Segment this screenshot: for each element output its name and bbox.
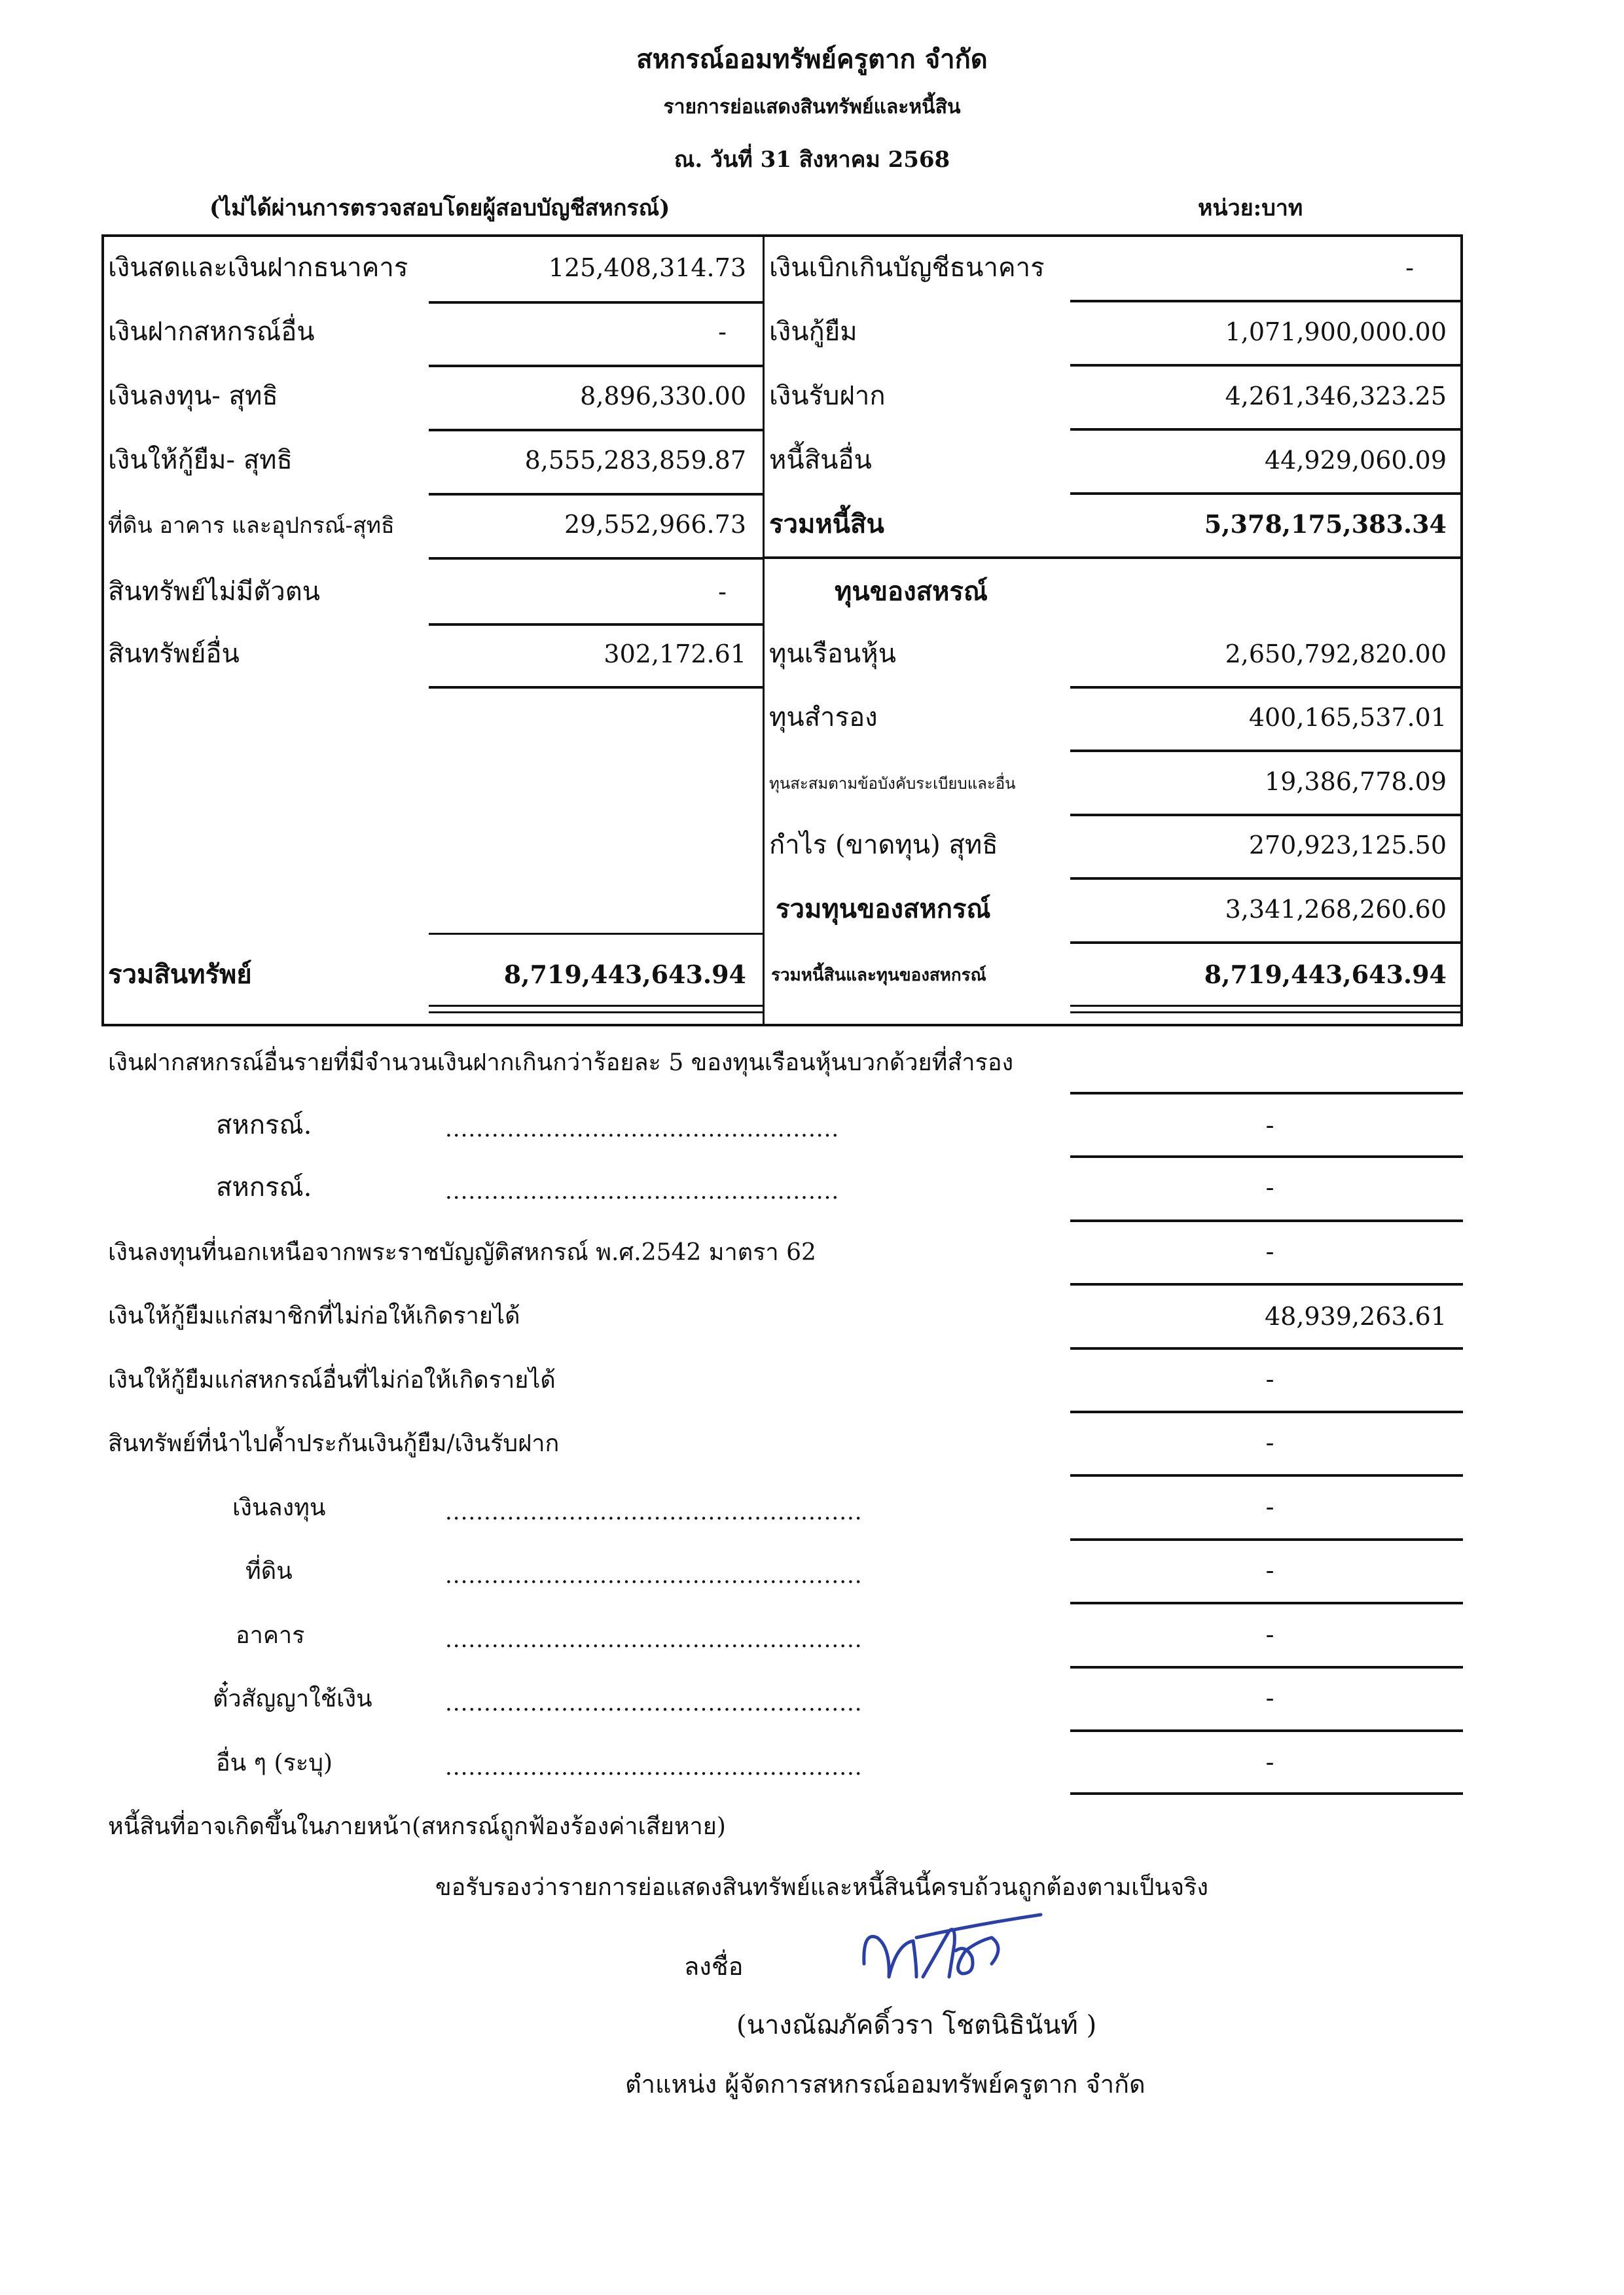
liability-label-borrowings: เงินกู้ยืม: [769, 317, 857, 347]
signature-image: [851, 1911, 1047, 1997]
pledged-item-dots: ......................................................: [445, 1499, 863, 1525]
asset-value-ppe: 29,552,966.73: [564, 510, 746, 539]
coop-item-value: -: [1265, 1111, 1274, 1140]
liability-underline: [1070, 364, 1463, 367]
note-underline: [1070, 1283, 1463, 1286]
pledged-item-value: -: [1265, 1556, 1274, 1585]
note-underline: [1070, 1666, 1463, 1669]
note-underline: [1070, 1729, 1463, 1732]
equity-underline: [1070, 750, 1463, 752]
pledged-item-value: -: [1265, 1620, 1274, 1649]
npl-coop-value: -: [1265, 1365, 1274, 1394]
liability-value-deposits: 4,261,346,323.25: [1225, 382, 1447, 410]
coop-item-dots: ...................................................: [445, 1116, 840, 1142]
note-underline: [1070, 1220, 1463, 1222]
pledged-item-label: อื่น ๆ (ระบุ): [216, 1750, 333, 1777]
coop-item-dots: ...................................................: [445, 1178, 840, 1204]
asset-label-ppe: ที่ดิน อาคาร และอุปกรณ์-สุทธิ: [108, 513, 395, 539]
asset-underline: [429, 623, 763, 626]
equity-value-profit: 270,923,125.50: [1248, 831, 1447, 859]
pledged-value: -: [1265, 1428, 1274, 1457]
note-underline: [1070, 1538, 1463, 1541]
liabilities-total-label: รวมหนี้สิน: [769, 509, 884, 539]
equity-header: ทุนของสหรณ์: [835, 576, 988, 607]
pledged-item-label: ที่ดิน: [245, 1558, 293, 1585]
pledged-item-label: อาคาร: [236, 1622, 305, 1649]
asset-value-loans: 8,555,283,859.87: [524, 446, 746, 475]
document-subtitle: รายการย่อแสดงสินทรัพย์และหนี้สิน: [663, 96, 961, 118]
note-underline: [1070, 1092, 1463, 1094]
asset-value-other: 302,172.61: [604, 640, 746, 668]
asset-label-investment: เงินลงทุน- สุทธิ: [108, 381, 278, 411]
pledged-label: สินทรัพย์ที่นำไปค้ำประกันเงินกู้ยืม/เงินรับฝาก: [108, 1430, 560, 1457]
grand-total-value: 8,719,443,643.94: [1204, 960, 1447, 989]
invest-note: เงินลงทุนที่นอกเหนือจากพระราชบัญญัติสหกรณ์ พ.ศ.2542 มาตรา 62: [108, 1239, 816, 1266]
equity-underline: [1070, 814, 1463, 816]
asset-label-intangible: สินทรัพย์ไม่มีตัวตน: [108, 577, 321, 607]
signatory-name: (นางณัฌภัคดิ์วรา โชตนิธินันท์ ): [736, 2010, 1097, 2040]
equity-label-accumulated: ทุนสะสมตามข้อบังคับระเบียบและอื่น: [769, 774, 1016, 793]
equity-total-value: 3,341,268,260.60: [1225, 895, 1447, 924]
asset-underline: [429, 493, 763, 496]
npl-member-label: เงินให้กู้ยืมแก่สมาชิกที่ไม่ก่อให้เกิดรายได้: [108, 1303, 520, 1329]
pledged-item-dots: ......................................................: [445, 1754, 863, 1780]
asset-underline: [429, 686, 763, 689]
liability-underline: [1070, 492, 1463, 495]
pledged-item-label: ตั๋วสัญญาใช้เงิน: [213, 1686, 372, 1712]
equity-value-reserve: 400,165,537.01: [1248, 703, 1447, 732]
liabilities-total-value: 5,378,175,383.34: [1204, 509, 1447, 539]
equity-total-label: รวมทุนของสหกรณ์: [776, 894, 991, 924]
note-underline: [1070, 1792, 1463, 1795]
grand-total-double-line: [1070, 1011, 1463, 1013]
document-title: สหกรณ์ออมทรัพย์ครูตาก จำกัด: [636, 44, 988, 75]
assets-total-double-line: [429, 1011, 763, 1013]
report-date: ณ. วันที่ 31 สิงหาคม 2568: [674, 147, 950, 173]
grand-total-label: รวมหนี้สินและทุนของสหกรณ์: [771, 966, 986, 985]
note-underline: [1070, 1474, 1463, 1477]
equity-label-reserve: ทุนสำรอง: [769, 702, 878, 732]
asset-value-coop-deposit: -: [718, 317, 727, 346]
pledged-item-dots: ......................................................: [445, 1563, 863, 1589]
equity-value-accumulated: 19,386,778.09: [1264, 767, 1447, 796]
note-underline: [1070, 1347, 1463, 1350]
equity-value-shares: 2,650,792,820.00: [1225, 640, 1447, 668]
liabilities-total-rule: [763, 556, 1463, 559]
equity-label-profit: กำไร (ขาดทุน) สุทธิ: [769, 830, 998, 860]
pledged-item-dots: ......................................................: [445, 1690, 863, 1716]
note-underline: [1070, 1602, 1463, 1604]
liability-label-other: หนี้สินอื่น: [769, 445, 872, 475]
contingent-label: หนี้สินที่อาจเกิดขึ้นในภายหน้า(สหกรณ์ถูกฟ้องร้องค่าเสียหาย): [108, 1813, 726, 1840]
liability-label-deposits: เงินรับฝาก: [769, 381, 886, 411]
sign-label: ลงชื่อ: [684, 1952, 744, 1981]
pledged-item-value: -: [1265, 1748, 1274, 1777]
equity-underline: [1070, 686, 1463, 689]
asset-value-investment: 8,896,330.00: [580, 382, 746, 410]
assets-total-label: รวมสินทรัพย์: [108, 959, 252, 990]
equity-label-shares: ทุนเรือนหุ้น: [769, 639, 896, 669]
asset-underline: [429, 557, 763, 560]
note-underline: [1070, 1411, 1463, 1413]
deposit-note: เงินฝากสหกรณ์อื่นรายที่มีจำนวนเงินฝากเกินกว่าร้อยละ 5 ของทุนเรือนหุ้นบวกด้วยที่สำรอง: [108, 1049, 1014, 1076]
asset-underline: [429, 429, 763, 431]
unit-label: หน่วย:บาท: [1198, 195, 1303, 221]
npl-member-value: 48,939,263.61: [1264, 1302, 1447, 1331]
asset-label-coop-deposit: เงินฝากสหกรณ์อื่น: [108, 317, 315, 347]
asset-value-intangible: -: [718, 577, 727, 606]
pledged-item-dots: ......................................................: [445, 1627, 863, 1653]
assets-total-double-line: [429, 1005, 763, 1007]
liability-value-overdraft: -: [1405, 253, 1414, 282]
pledged-item-label: เงินลงทุน: [232, 1494, 326, 1521]
signatory-position: ตำแหน่ง ผู้จัดการสหกรณ์ออมทรัพย์ครูตาก จำกัด: [625, 2070, 1146, 2099]
coop-item-label: สหกรณ์.: [216, 1172, 312, 1202]
npl-coop-label: เงินให้กู้ยืมแก่สหกรณ์อื่นที่ไม่ก่อให้เกิดรายได้: [108, 1367, 556, 1394]
coop-item-label: สหกรณ์.: [216, 1110, 312, 1140]
pledged-item-value: -: [1265, 1684, 1274, 1712]
asset-underline: [429, 301, 763, 304]
liability-value-other: 44,929,060.09: [1264, 446, 1447, 475]
liability-underline: [1070, 300, 1463, 302]
audit-note: (ไม่ได้ผ่านการตรวจสอบโดยผู้สอบบัญชีสหกรณ์): [209, 195, 670, 221]
coop-item-value: -: [1265, 1173, 1274, 1202]
liability-label-overdraft: เงินเบิกเกินบัญชีธนาคาร: [769, 253, 1045, 283]
column-divider: [763, 234, 765, 1026]
grand-total-double-line: [1070, 1005, 1463, 1007]
pledged-item-value: -: [1265, 1492, 1274, 1521]
invest-value: -: [1265, 1237, 1274, 1266]
asset-underline: [429, 365, 763, 367]
assets-total-top-line: [429, 933, 763, 935]
note-underline: [1070, 1155, 1463, 1158]
asset-label-other: สินทรัพย์อื่น: [108, 639, 240, 669]
liability-value-borrowings: 1,071,900,000.00: [1225, 317, 1447, 346]
asset-value-cash: 125,408,314.73: [548, 253, 746, 282]
certification-statement: ขอรับรองว่ารายการย่อแสดงสินทรัพย์และหนี้สินนี้ครบถ้วนถูกต้องตามเป็นจริง: [435, 1874, 1208, 1901]
asset-label-loans: เงินให้กู้ยืม- สุทธิ: [108, 445, 293, 475]
asset-label-cash: เงินสดและเงินฝากธนาคาร: [108, 253, 408, 283]
equity-underline: [1070, 877, 1463, 880]
liability-underline: [1070, 428, 1463, 431]
equity-total-rule: [1070, 941, 1463, 944]
assets-total-value: 8,719,443,643.94: [503, 960, 746, 989]
